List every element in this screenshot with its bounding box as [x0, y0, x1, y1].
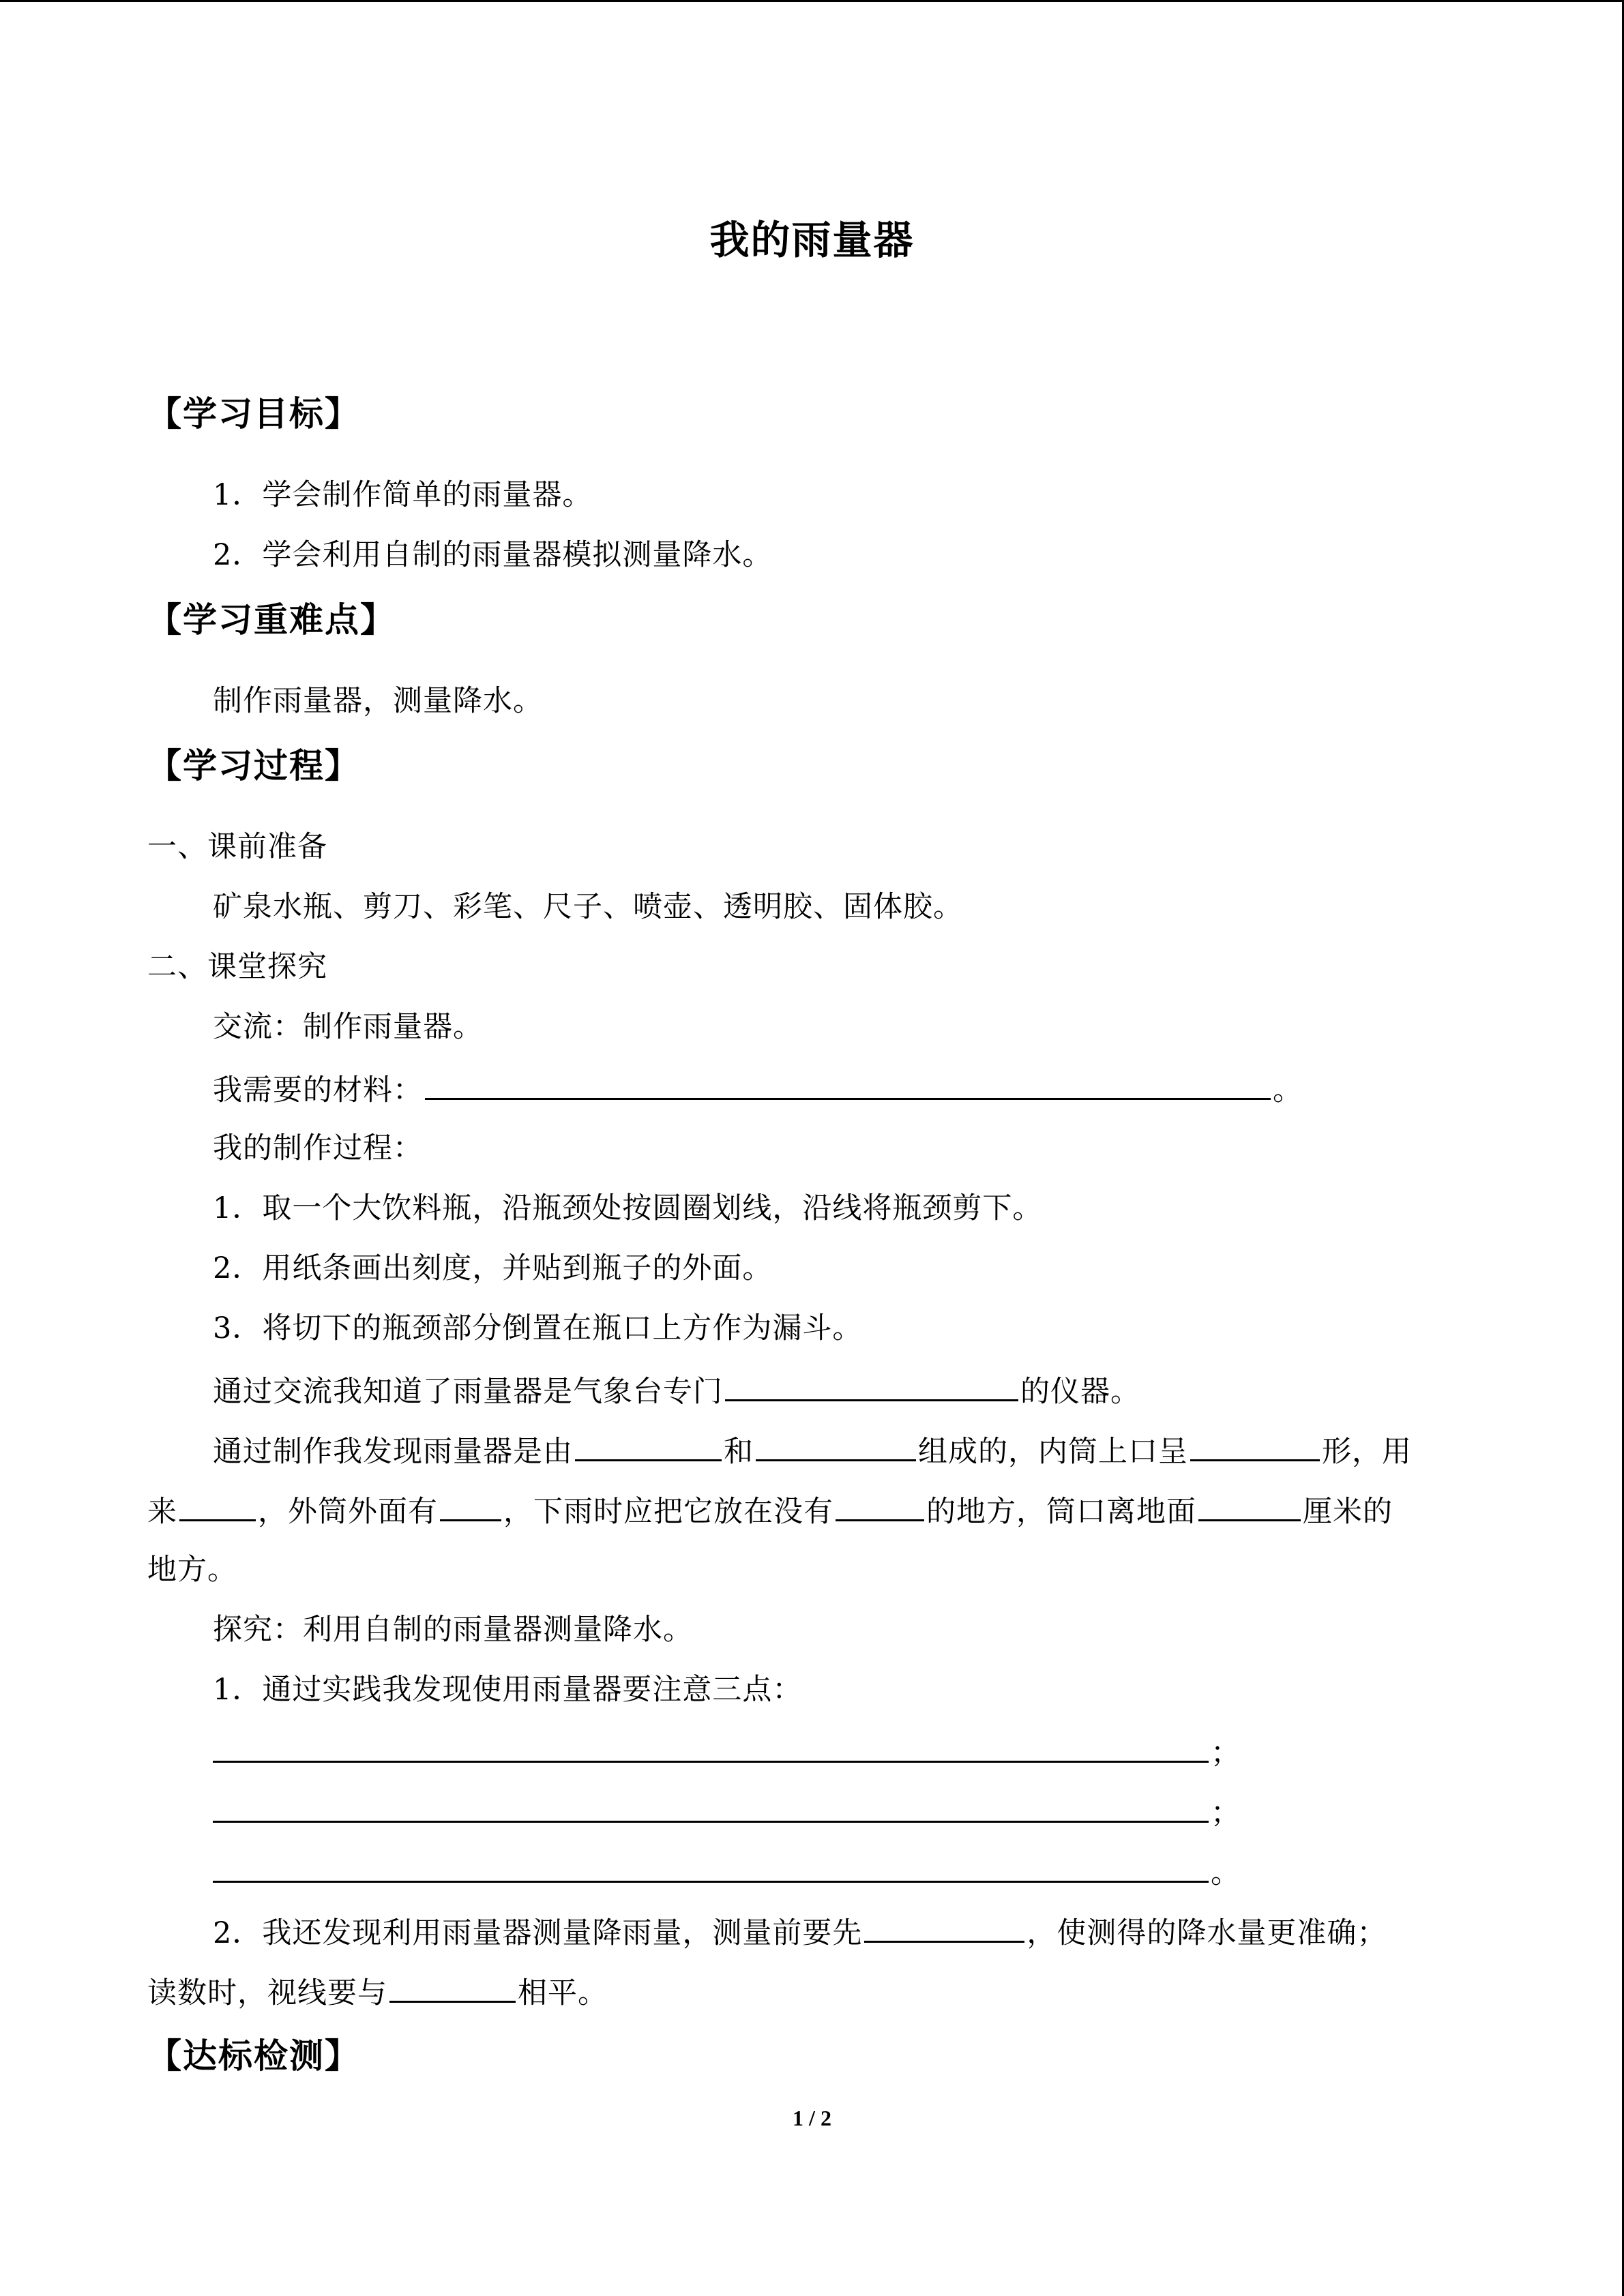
page-title: 我的雨量器	[709, 217, 915, 263]
purpose-blank[interactable]	[179, 1489, 256, 1521]
step-3: 3．将切下的瓶颈部分倒置在瓶口上方作为漏斗。	[213, 1311, 863, 1345]
section-heading-key-points: 【学习重难点】	[147, 600, 396, 640]
materials-period: 。	[1273, 1073, 1303, 1107]
notice-semicolon-2: ；	[1211, 1796, 1241, 1830]
know-text-before: 通过交流我知道了雨量器是气象台专门	[213, 1375, 723, 1409]
section-heading-process: 【学习过程】	[147, 746, 360, 786]
prep-heading: 一、课前准备	[147, 830, 327, 864]
find-text-7: ，下雨时应把它放在没有	[503, 1495, 833, 1529]
step-1: 1．取一个大饮料瓶，沿瓶颈处按圆圈划线，沿线将瓶颈剪下。	[213, 1191, 1043, 1225]
find-text-3: 组成的，内筒上口呈	[918, 1435, 1188, 1469]
find-text-6: ，外筒外面有	[258, 1495, 438, 1529]
question-2-line-1	[213, 1911, 1387, 1954]
step-2: 2．用纸条画出刻度，并贴到瓶子的外面。	[213, 1251, 773, 1285]
question-2-text-a: 2．我还发现利用雨量器测量降雨量，测量前要先	[213, 1916, 863, 1950]
notice-line-1	[213, 1731, 1241, 1774]
find-line-1	[213, 1429, 1412, 1472]
find-text-2: 和	[724, 1435, 754, 1469]
key-points-text: 制作雨量器，测量降水。	[213, 684, 543, 718]
goal-item-1: 1．学会制作简单的雨量器。	[213, 478, 593, 512]
height-blank[interactable]	[1198, 1489, 1301, 1521]
find-text-9: 厘米的	[1303, 1495, 1393, 1529]
question-2-text-d: 相平。	[518, 1976, 608, 2010]
question-1: 1．通过实践我发现使用雨量器要注意三点：	[213, 1673, 803, 1707]
find-line-3: 地方。	[147, 1553, 237, 1587]
find-text-5: 来	[147, 1495, 177, 1529]
probe-text: 探究：利用自制的雨量器测量降水。	[213, 1613, 693, 1647]
notice-blank-3[interactable]	[213, 1851, 1209, 1883]
find-text-4: 形，用	[1322, 1435, 1412, 1469]
page-border-top	[0, 0, 1624, 2]
weather-station-blank[interactable]	[725, 1369, 1018, 1401]
materials-line	[213, 1068, 1303, 1111]
know-line	[213, 1369, 1140, 1412]
pre-measure-blank[interactable]	[864, 1911, 1024, 1943]
component-blank-2[interactable]	[756, 1429, 916, 1461]
component-blank-1[interactable]	[575, 1429, 722, 1461]
explore-heading: 二、课堂探究	[147, 950, 327, 984]
prep-materials: 矿泉水瓶、剪刀、彩笔、尺子、喷壶、透明胶、固体胶。	[213, 890, 963, 924]
find-text-8: 的地方，筒口离地面	[926, 1495, 1196, 1529]
notice-line-2	[213, 1791, 1241, 1834]
outer-marking-blank[interactable]	[440, 1489, 501, 1521]
eye-level-blank[interactable]	[389, 1971, 516, 2003]
materials-blank[interactable]	[425, 1068, 1271, 1100]
exchange-text: 交流：制作雨量器。	[213, 1010, 483, 1044]
placement-blank[interactable]	[836, 1489, 924, 1521]
question-2-text-b: ，使测得的降水量更准确；	[1027, 1916, 1387, 1950]
page-number: 1 / 2	[793, 2106, 831, 2130]
notice-semicolon-1: ；	[1211, 1736, 1241, 1770]
notice-line-3	[213, 1851, 1241, 1894]
section-heading-goals: 【学习目标】	[147, 394, 360, 434]
notice-period: 。	[1211, 1856, 1241, 1890]
know-text-after: 的仪器。	[1020, 1375, 1140, 1409]
materials-prompt: 我需要的材料：	[213, 1073, 423, 1107]
goal-item-2: 2．学会利用自制的雨量器模拟测量降水。	[213, 538, 773, 572]
process-prompt: 我的制作过程：	[213, 1131, 423, 1165]
question-2-text-c: 读数时，视线要与	[147, 1976, 387, 2010]
section-heading-test: 【达标检测】	[147, 2036, 360, 2076]
notice-blank-2[interactable]	[213, 1791, 1209, 1823]
find-line-2	[147, 1489, 1393, 1532]
shape-blank[interactable]	[1190, 1429, 1320, 1461]
notice-blank-1[interactable]	[213, 1731, 1209, 1763]
find-text-1: 通过制作我发现雨量器是由	[213, 1435, 573, 1469]
question-2-line-2	[147, 1971, 608, 2014]
